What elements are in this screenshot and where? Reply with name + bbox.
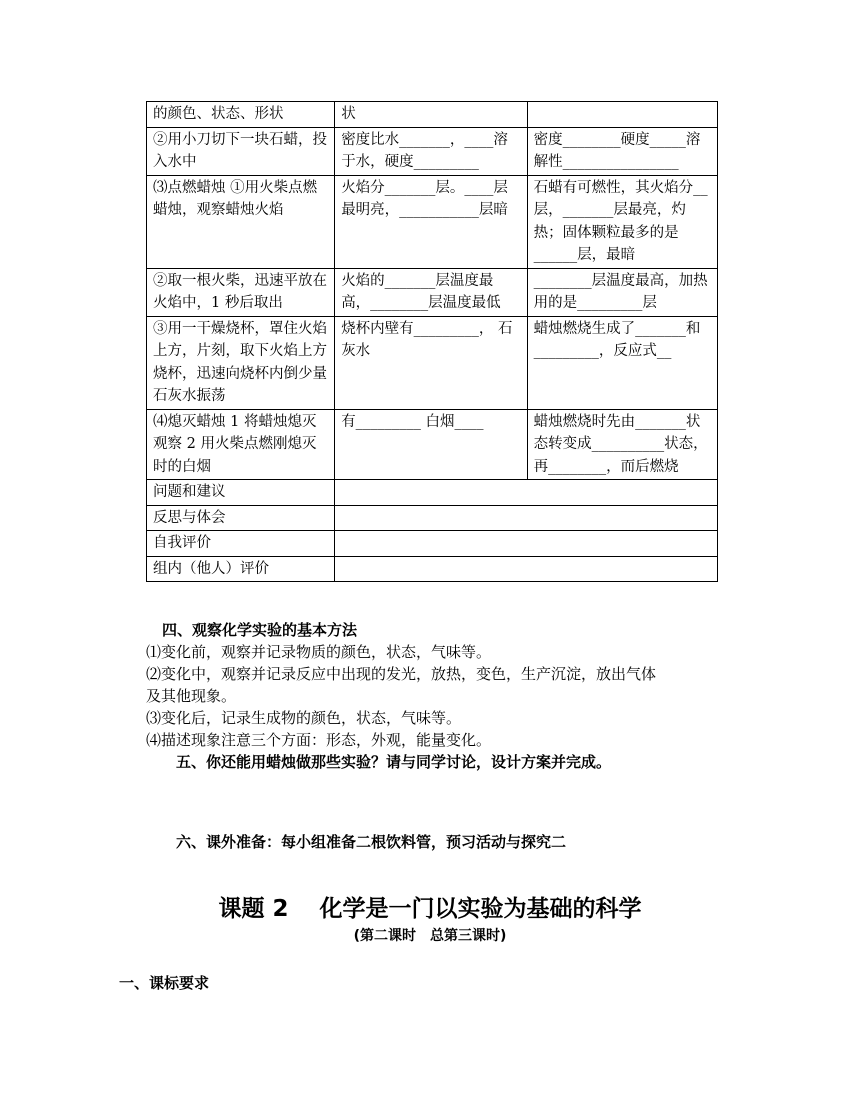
table-cell: 反思与体会: [147, 505, 335, 531]
table-row: [147, 531, 718, 557]
table-cell: 火焰分_______层。____层最明亮，___________层暗: [335, 175, 527, 268]
table-cell: 密度________硬度_____溶解性________________: [527, 127, 717, 175]
answer-cell[interactable]: [335, 480, 718, 506]
section-4-item: ⑷描述现象注意三个方面：形态，外观，能量变化。: [146, 731, 492, 749]
table-row: [147, 127, 718, 175]
section-4-item: ⑵变化中，观察并记录反应中出现的发光，放热，变色，生产沉淀，放出气体: [146, 665, 657, 683]
table-cell: 有_________ 白烟____: [335, 409, 527, 480]
table-row: [147, 556, 718, 582]
table-row: [147, 102, 718, 128]
section-1-heading: 一、课标要求: [119, 974, 210, 992]
answer-cell[interactable]: [335, 556, 718, 582]
table-row: [147, 175, 718, 268]
section-4-heading: 四、观察化学实验的基本方法: [162, 621, 358, 639]
table-row: [147, 268, 718, 316]
table-cell: 问题和建议: [147, 480, 335, 506]
table-cell: ⑶点燃蜡烛 ①用火柴点燃蜡烛，观察蜡烛火焰: [147, 175, 335, 268]
section-4-item: ⑶变化后，记录生成物的颜色，状态，气味等。: [146, 709, 462, 727]
table-cell: 的颜色、状态、形状: [147, 102, 335, 128]
table-cell: ⑷熄灭蜡烛 1 将蜡烛熄灭观察 2 用火柴点燃刚熄灭时的白烟: [147, 409, 335, 480]
answer-cell[interactable]: [335, 531, 718, 557]
table-cell: 烧杯内壁有_________， 石灰水: [335, 316, 527, 409]
table-cell: ________层温度最高，加热用的是_________层: [527, 268, 717, 316]
table-cell: 自我评价: [147, 531, 335, 557]
table-row: [147, 316, 718, 409]
table-cell: 状: [335, 102, 527, 128]
section-5: 五、你还能用蜡烛做那些实验？请与同学讨论，设计方案并完成。: [176, 753, 612, 771]
table-cell: 蜡烛燃烧生成了_______和_________，反应式__: [527, 316, 717, 409]
table-cell: ②用小刀切下一块石蜡，投入水中: [147, 127, 335, 175]
table-cell: 组内（他人）评价: [147, 556, 335, 582]
table-cell: 火焰的_______层温度最高，________层温度最低: [335, 268, 527, 316]
lesson-subtitle: (第二课时 总第三课时): [353, 928, 507, 944]
table-row: [147, 409, 718, 480]
table-cell: 石蜡有可燃性，其火焰分__层，_______层最亮，灼热；固体颗粒最多的是______层，最暗: [527, 175, 717, 268]
table-cell: ③用一干燥烧杯，罩住火焰上方，片刻，取下火焰上方烧杯，迅速向烧杯内倒少量石灰水振荡: [147, 316, 335, 409]
table-row: [147, 480, 718, 506]
table-cell: 密度比水_______，____溶于水，硬度_________: [335, 127, 527, 175]
section-4-item: ⑴变化前，观察并记录物质的颜色，状态，气味等。: [146, 643, 492, 661]
table-cell: [527, 102, 717, 128]
lesson-title: 课题 2 化学是一门以实验为基础的科学: [218, 896, 642, 922]
table-row: [147, 505, 718, 531]
section-6: 六、课外准备：每小组准备二根饮料管，预习活动与探究二: [176, 833, 567, 851]
answer-cell[interactable]: [335, 505, 718, 531]
table-cell: ②取一根火柴，迅速平放在火焰中，1 秒后取出: [147, 268, 335, 316]
experiment-table: [146, 101, 718, 582]
table-cell: 蜡烛燃烧时先由_______状态转变成__________状态，再________，而后燃烧: [527, 409, 717, 480]
section-4-item: 及其他现象。: [146, 687, 237, 705]
